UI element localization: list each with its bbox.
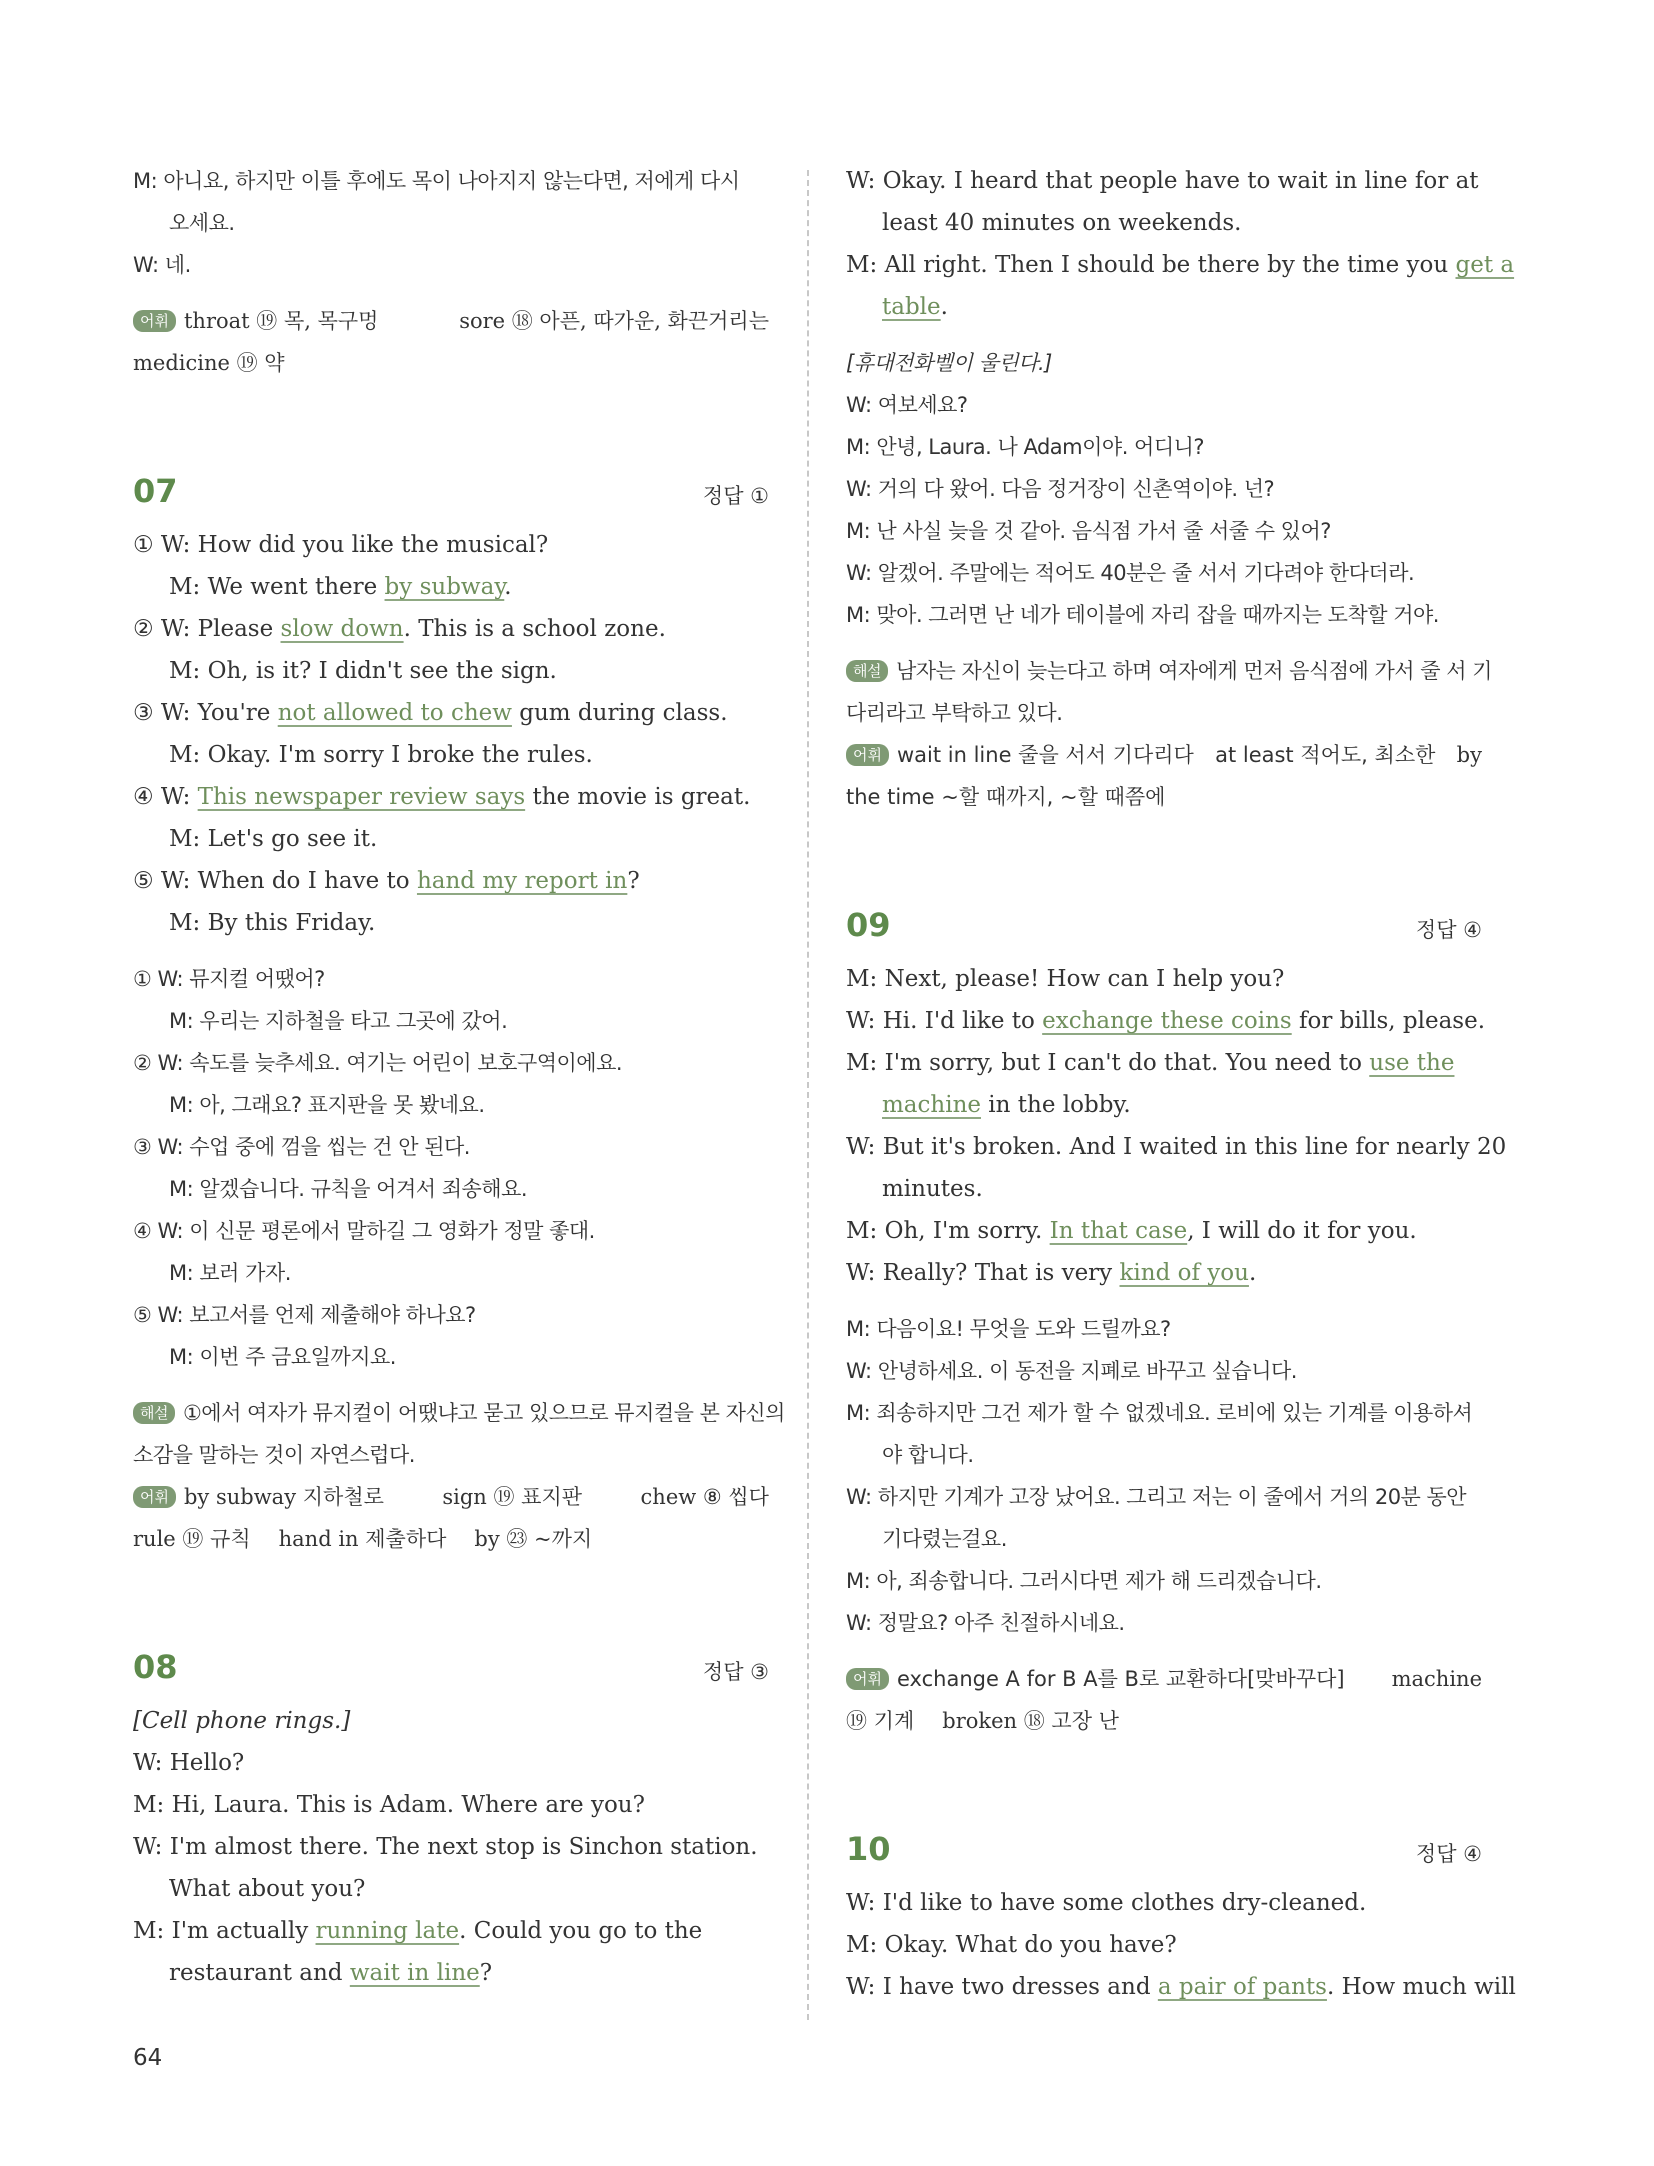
question-number: 07 <box>133 472 178 510</box>
vocab-block <box>846 776 1482 818</box>
vocab-item: hand in 제출하다 <box>278 1527 447 1551</box>
vocab-item: medicine ⑲ 약 <box>133 351 285 375</box>
vocab-item: throat ⑲ 목, 목구멍 <box>183 309 379 333</box>
explanation: 해설 남자는 자신이 늦는다고 하며 여자에게 먼저 음식점에 가서 줄 서 기 <box>846 650 1482 692</box>
dialogue-line: ① W: How did you like the musical? <box>133 532 549 558</box>
q09-korean-translation <box>846 1308 1482 1644</box>
translation-line: M: 알겠습니다. 규칙을 어겨서 죄송해요. <box>169 1177 528 1201</box>
q08-english-dialogue <box>133 1700 769 1994</box>
vocab-item: sore ⑱ 아픈, 따가운, 화끈거리는 <box>459 309 769 333</box>
vocab-item: machine <box>1391 1667 1482 1691</box>
vocab-item: by subway 지하철로 <box>183 1485 384 1509</box>
translation-line: M: 아, 죄송합니다. 그러시다면 제가 해 드리겠습니다. <box>846 1569 1322 1593</box>
vocab-block <box>133 1476 769 1518</box>
translation-line: W: 거의 다 왔어. 다음 정거장이 신촌역이야. 넌? <box>846 477 1275 501</box>
vocab-item: broken ⑱ 고장 난 <box>942 1709 1119 1733</box>
vocab-item: by <box>1456 743 1482 767</box>
translation-line: W: 정말요? 아주 친절하시네요. <box>846 1611 1125 1635</box>
vocab-tag: 어휘 <box>133 310 176 332</box>
left-column <box>133 160 785 1994</box>
translation-line: M: 이번 주 금요일까지요. <box>169 1345 396 1369</box>
dialogue-line: W: 네. <box>133 253 191 277</box>
answer-blank: a pair of pants <box>1157 1974 1327 2000</box>
vocab-item: the time ~할 때까지, ~할 때쯤에 <box>846 785 1166 809</box>
dialogue-line: ③ W: You're not allowed to chew gum during class. <box>133 700 728 726</box>
q08-english-continued <box>846 160 1515 328</box>
translation-line: M: 안녕, Laura. 나 Adam이야. 어디니? <box>846 435 1205 459</box>
vocab-block <box>133 300 769 342</box>
translation-line: W: 하지만 기계가 고장 났어요. 그리고 저는 이 줄에서 거의 20분 동안 <box>846 1485 1467 1509</box>
translation-line: ① W: 뮤지컬 어땠어? <box>133 967 325 991</box>
question-number: 09 <box>846 906 891 944</box>
q08-korean-translation <box>846 342 1482 636</box>
q10-english-dialogue <box>846 1882 1516 2008</box>
dialogue-line: M: We went there by subway. <box>169 574 512 600</box>
translation-line: 야 합니다. <box>882 1443 974 1467</box>
question-header <box>133 1640 769 1700</box>
answer-blank: exchange these coins <box>1042 1008 1292 1034</box>
vocab-item: by ㉓ ~까지 <box>474 1527 593 1551</box>
translation-line: M: 맞아. 그러면 난 네가 테이블에 자리 잡을 때까지는 도착할 거야. <box>846 603 1439 627</box>
translation-line: M: 난 사실 늦을 것 같아. 음식점 가서 줄 서줄 수 있어? <box>846 519 1331 543</box>
question-number: 10 <box>846 1830 891 1868</box>
vocab-item: chew ⑧ 씹다 <box>640 1485 769 1509</box>
page-number: 64 <box>133 2045 163 2071</box>
translation-line: M: 보러 가자. <box>169 1261 291 1285</box>
dialogue-line: What about you? <box>169 1876 366 1902</box>
dialogue-line: M: Let's go see it. <box>169 826 378 852</box>
dialogue-line: ⑤ W: When do I have to hand my report in? <box>133 868 640 894</box>
dialogue-line: M: 아니요, 하지만 이틀 후에도 목이 나아지지 않는다면, 저에게 다시 <box>133 169 740 193</box>
translation-line: M: 아, 그래요? 표지판을 못 봤네요. <box>169 1093 485 1117</box>
translation-line: ③ W: 수업 중에 껌을 씹는 건 안 된다. <box>133 1135 470 1159</box>
explanation: 다리라고 부탁하고 있다. <box>846 701 1063 725</box>
dialogue-line: M: Oh, I'm sorry. In that case, I will do it for you. <box>846 1218 1417 1244</box>
dialogue-line: W: I'd like to have some clothes dry-cleaned. <box>846 1890 1367 1916</box>
vocab-block <box>846 734 1482 776</box>
answer-blank: use the <box>1369 1050 1455 1076</box>
translation-line: M: 죄송하지만 그건 제가 할 수 없겠네요. 로비에 있는 기계를 이용하셔 <box>846 1401 1473 1425</box>
answer-label: 정답 ④ <box>1415 1842 1482 1866</box>
answer-blank: not allowed to chew <box>277 700 512 726</box>
translation-line: W: 안녕하세요. 이 동전을 지폐로 바꾸고 싶습니다. <box>846 1359 1297 1383</box>
dialogue-line: W: I'm almost there. The next stop is Sinchon station. <box>133 1834 758 1860</box>
explain-tag: 해설 <box>846 660 888 682</box>
vocab-item: rule ⑲ 규칙 <box>133 1527 251 1551</box>
vocab-block <box>133 1518 769 1560</box>
answer-blank: by subway <box>384 574 505 600</box>
vocab-item: exchange A for B A를 B로 교환하다[맞바꾸다] <box>896 1667 1345 1691</box>
dialogue-line: W: Hello? <box>133 1750 245 1776</box>
answer-label: 정답 ① <box>702 484 769 508</box>
vocab-block <box>846 1658 1482 1700</box>
dialogue-line: M: I'm sorry, but I can't do that. You need to use the <box>846 1050 1455 1076</box>
answer-blank: get a <box>1455 252 1515 278</box>
answer-label: 정답 ③ <box>702 1660 769 1684</box>
answer-blank: wait in line <box>349 1960 480 1986</box>
translation-line: M: 우리는 지하철을 타고 그곳에 갔어. <box>169 1009 508 1033</box>
dialogue-line: M: Next, please! How can I help you? <box>846 966 1285 992</box>
vocab-tag: 어휘 <box>846 744 889 766</box>
answer-label: 정답 ④ <box>1415 918 1482 942</box>
answer-blank: This newspaper review says <box>197 784 526 810</box>
dialogue-line: M: All right. Then I should be there by the time you get a <box>846 252 1515 278</box>
dialogue-line: W: But it's broken. And I waited in this line for nearly 20 <box>846 1134 1507 1160</box>
answer-blank: In that case <box>1049 1218 1188 1244</box>
vocab-item: at least 적어도, 최소한 <box>1215 743 1436 767</box>
vocab-tag: 어휘 <box>846 1668 889 1690</box>
dialogue-line: 오세요. <box>169 211 235 235</box>
answer-blank: kind of you <box>1119 1260 1249 1286</box>
translation-line: W: 알겠어. 주말에는 적어도 40분은 줄 서서 기다려야 한다더라. <box>846 561 1415 585</box>
right-column <box>846 160 1516 2008</box>
question-number: 08 <box>133 1648 178 1686</box>
translation-line: ⑤ W: 보고서를 언제 제출해야 하나요? <box>133 1303 476 1327</box>
explain-tag: 해설 <box>133 1402 175 1424</box>
answer-blank: slow down <box>280 616 404 642</box>
q07-korean-translation <box>133 958 769 1378</box>
q07-english-dialogue <box>133 524 769 944</box>
dialogue-line: M: By this Friday. <box>169 910 376 936</box>
stage-direction: [Cell phone rings.] <box>133 1708 351 1734</box>
q09-english-dialogue <box>846 958 1507 1294</box>
dialogue-line: W: Hi. I'd like to exchange these coins for bills, please. <box>846 1008 1486 1034</box>
question-header <box>846 898 1482 958</box>
dialogue-line: W: Really? That is very kind of you. <box>846 1260 1257 1286</box>
question-header <box>133 464 769 524</box>
explanation: 소감을 말하는 것이 자연스럽다. <box>133 1443 415 1467</box>
answer-blank: running late <box>315 1918 460 1944</box>
translation-line: W: 여보세요? <box>846 393 968 417</box>
vocab-block <box>846 1700 1482 1742</box>
translation-line: ④ W: 이 신문 평론에서 말하길 그 영화가 정말 좋대. <box>133 1219 595 1243</box>
translation-line: 기다렸는걸요. <box>882 1527 1007 1551</box>
answer-blank: machine <box>882 1092 981 1118</box>
dialogue-line: M: Hi, Laura. This is Adam. Where are you? <box>133 1792 645 1818</box>
dialogue-line: ② W: Please slow down. This is a school zone. <box>133 616 666 642</box>
translation-line: ② W: 속도를 늦추세요. 여기는 어린이 보호구역이에요. <box>133 1051 623 1075</box>
dialogue-line: table. <box>882 294 948 320</box>
dialogue-line: M: I'm actually running late. Could you go to the <box>133 1918 703 1944</box>
translation-line: M: 다음이요! 무엇을 도와 드릴까요? <box>846 1317 1171 1341</box>
question-header <box>846 1822 1482 1882</box>
translation-line: [휴대전화벨이 울린다.] <box>846 351 1052 375</box>
dialogue-line: W: I have two dresses and a pair of pants. How much will <box>846 1974 1516 2000</box>
dialogue-line: machine in the lobby. <box>882 1092 1131 1118</box>
vocab-item: sign ⑲ 표지판 <box>442 1485 583 1509</box>
explanation: 해설 ①에서 여자가 뮤지컬이 어땠냐고 묻고 있으므로 뮤지컬을 본 자신의 <box>133 1392 769 1434</box>
dialogue-line: M: Okay. I'm sorry I broke the rules. <box>169 742 593 768</box>
column-divider <box>807 170 809 2020</box>
dialogue-line: ④ W: This newspaper review says the movie is great. <box>133 784 751 810</box>
dialogue-line: restaurant and wait in line? <box>169 1960 493 1986</box>
vocab-tag: 어휘 <box>133 1486 176 1508</box>
dialogue-line: minutes. <box>882 1176 983 1202</box>
answer-blank: table <box>882 294 941 320</box>
vocab-item: wait in line 줄을 서서 기다리다 <box>896 743 1194 767</box>
dialogue-line: least 40 minutes on weekends. <box>882 210 1242 236</box>
dialogue-line: M: Oh, is it? I didn't see the sign. <box>169 658 557 684</box>
vocab-item: ⑲ 기계 <box>846 1709 915 1733</box>
answer-blank: hand my report in <box>416 868 628 894</box>
vocab-block <box>133 342 769 384</box>
dialogue-line: M: Okay. What do you have? <box>846 1932 1177 1958</box>
dialogue-line: W: Okay. I heard that people have to wait in line for at <box>846 168 1479 194</box>
